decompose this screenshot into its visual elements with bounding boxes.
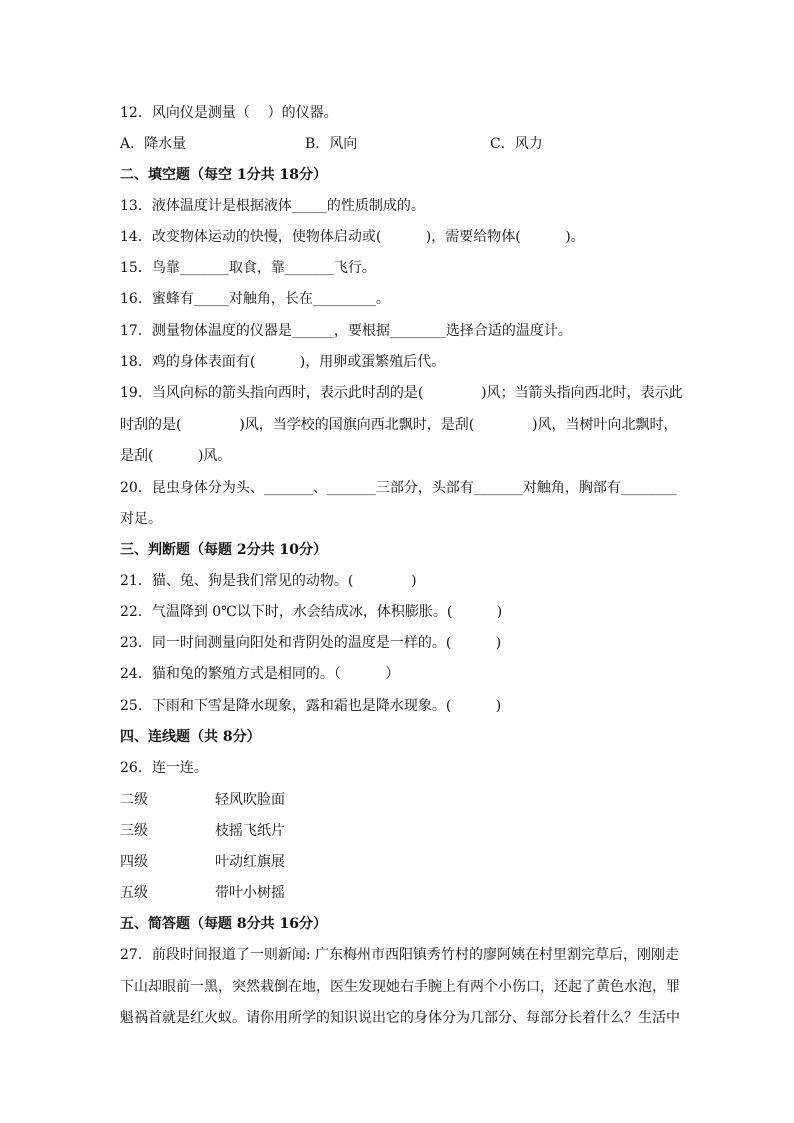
- question-20-line-2: 对足。: [120, 511, 162, 527]
- question-19-line-2: 时刮的是( )风，当学校的国旗向西北飘时，是刮( )风，当树叶向北飘时，: [120, 417, 678, 433]
- question-23: 23．同一时间测量向阳处和背阴处的温度是一样的。( ): [120, 635, 502, 651]
- question-19-line-1: 19．当风向标的箭头指向西时，表示此时刮的是( )风；当箭头指向西北时，表示此: [120, 385, 683, 401]
- question-27-line-3: 魁祸首就是红火蚁。请你用所学的知识说出它的身体分为几部分、每部分长着什么？生活中: [120, 1010, 680, 1026]
- question-13: 13．液体温度计是根据液体_____的性质制成的。: [120, 198, 425, 214]
- question-24: 24．猫和兔的繁殖方式是相同的。（ ）: [120, 666, 400, 682]
- section-5-heading: 五、简答题（每题 8分共 16分）: [120, 916, 327, 932]
- question-25: 25．下雨和下雪是降水现象，露和霜也是降水现象。( ): [120, 698, 502, 714]
- match-desc-2: 枝摇飞纸片: [215, 823, 285, 839]
- section-2-heading: 二、填空题（每空 1分共 18分）: [120, 167, 327, 183]
- question-16: 16．蜜蜂有_____对触角，长在_________。: [120, 291, 390, 307]
- match-desc-1: 轻风吹脸面: [215, 792, 285, 808]
- match-level-4: 五级: [120, 885, 148, 901]
- question-22: 22．气温降到 0℃以下时，水会结成冰，体积膨胀。( ): [120, 604, 503, 620]
- question-19-line-3: 是刮( )风。: [120, 448, 232, 464]
- match-level-2: 三级: [120, 823, 148, 839]
- question-20-line-1: 20．昆虫身体分为头、_______、_______三部分，头部有_______对触角，胸部有________: [120, 480, 677, 496]
- question-27-line-1: 27．前段时间报道了一则新闻: 广东梅州市西阳镇秀竹村的廖阿姨在村里割完草后，刚刚走: [120, 947, 679, 963]
- q12-option-c: C．风力: [490, 136, 543, 152]
- question-17: 17．测量物体温度的仪器是______，要根据________选择合适的温度计。: [120, 323, 572, 339]
- q12-option-a: A．降水量: [120, 136, 187, 152]
- match-level-1: 二级: [120, 792, 148, 808]
- question-26: 26．连一连。: [120, 760, 208, 776]
- question-12: 12．风向仪是测量（ ）的仪器。: [120, 105, 338, 121]
- question-14: 14．改变物体运动的快慢，使物体启动或( )，需要给物体( )。: [120, 229, 585, 245]
- match-desc-3: 叶动红旗展: [215, 854, 285, 870]
- match-desc-4: 带叶小树摇: [215, 885, 285, 901]
- section-3-heading: 三、判断题（每题 2分共 10分）: [120, 542, 327, 558]
- question-21: 21．猫、兔、狗是我们常见的动物。( ): [120, 573, 417, 589]
- match-level-3: 四级: [120, 854, 148, 870]
- section-4-heading: 四、连线题（共 8分）: [120, 729, 261, 745]
- question-27-line-2: 下山却眼前一黑，突然栽倒在地，医生发现她右手腕上有两个小伤口，还起了黄色水泡，罪: [120, 979, 680, 995]
- question-15: 15．鸟靠_______取食，靠_______飞行。: [120, 260, 376, 276]
- q12-option-b: B．风向: [305, 136, 358, 152]
- question-18: 18．鸡的身体表面有( )，用卵或蛋繁殖后代。: [120, 354, 446, 370]
